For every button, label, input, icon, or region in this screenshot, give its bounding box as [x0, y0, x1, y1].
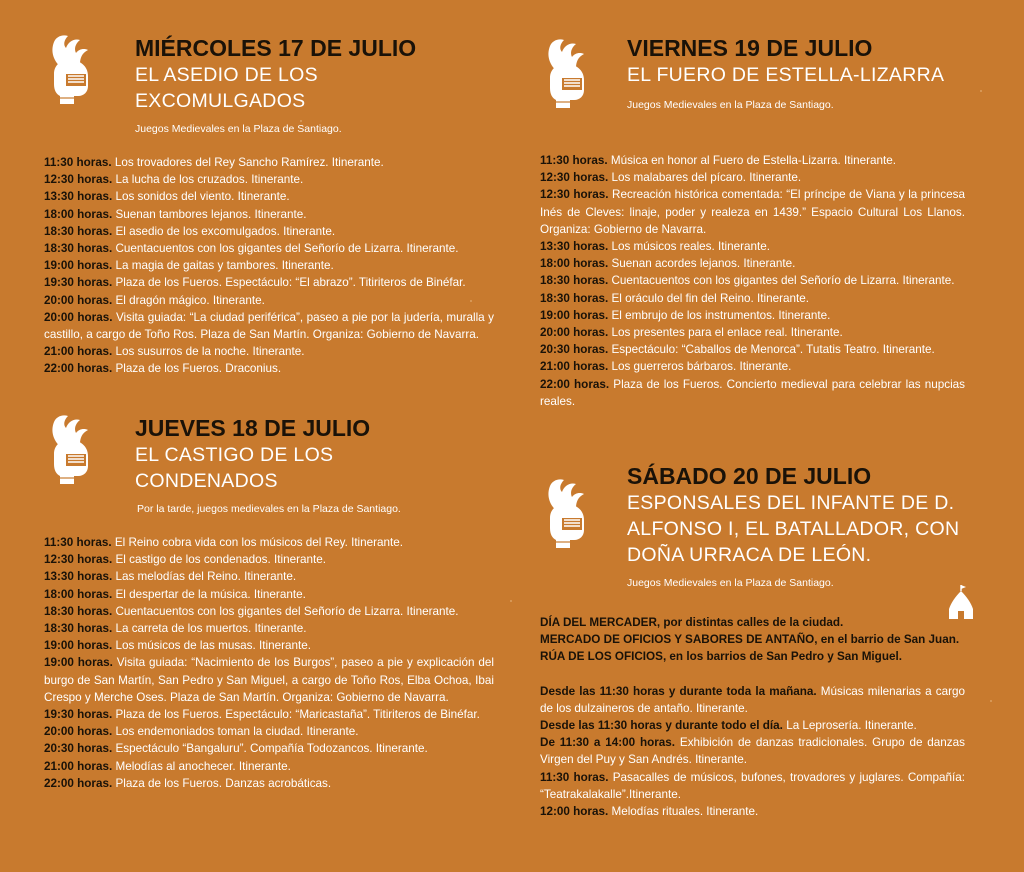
day-location: Juegos Medievales en la Plaza de Santiago. — [135, 123, 342, 135]
schedule-item — [44, 620, 494, 637]
item-desc: Cuentacuentos con los gigantes del Señorío de Lizarra. Itinerante. — [115, 242, 459, 256]
item-desc: El embrujo de los instrumentos. Itinerante. — [611, 308, 831, 322]
item-desc: La carreta de los muertos. Itinerante. — [115, 622, 307, 636]
item-time: 19:00 horas. — [44, 259, 113, 273]
schedule-item — [44, 343, 494, 360]
item-time: 12:30 horas. — [540, 188, 609, 202]
day-subtitle-line: EL CASTIGO DE LOS — [135, 444, 334, 466]
item-time: 19:00 horas. — [44, 656, 113, 670]
schedule-item — [540, 307, 965, 324]
schedule-item — [44, 240, 494, 257]
day-title: VIERNES 19 DE JULIO — [627, 35, 873, 61]
schedule-item — [44, 654, 494, 706]
schedule-item — [540, 152, 965, 169]
item-desc: Suenan acordes lejanos. Itinerante. — [611, 257, 796, 271]
market-line: DÍA DEL MERCADER, por distintas calles de la ciudad. — [540, 616, 844, 629]
day-title: MIÉRCOLES 17 DE JULIO — [135, 35, 417, 61]
schedule-item — [540, 186, 965, 238]
item-time: 11:30 horas. — [44, 536, 112, 549]
item-desc: Cuentacuentos con los gigantes del Señorío de Lizarra. Itinerante. — [611, 274, 955, 288]
item-desc: Pasacalles de músicos, bufones, trovadores y juglares. Compañía: “Teatrakalakalle”.Itinerante. — [540, 770, 966, 801]
day-title: SÁBADO 20 DE JULIO — [627, 463, 872, 489]
schedule-item — [44, 706, 494, 723]
item-desc: Los susurros de la noche. Itinerante. — [115, 345, 305, 359]
day-subtitle-line: EL FUERO DE ESTELLA-LIZARRA — [627, 64, 945, 86]
item-time: 22:00 horas. — [44, 362, 113, 376]
item-time: 12:00 horas. — [540, 805, 609, 819]
schedule-item — [44, 292, 494, 309]
item-desc: Visita guiada: “Nacimiento de los Burgos”, paseo a pie y explicación del burgo de San Martín, San Pedro y San Miguel, a cargo de Toño Ros, Elba Ochoa, Ibai Crespo y Merche Oses. Plaza de San Martín. Organiza: Gobierno de Navarra. — [44, 656, 495, 704]
schedule-item — [540, 717, 965, 734]
item-desc: Plaza de los Fueros. Draconius. — [115, 362, 282, 376]
item-desc: Plaza de los Fueros. Danzas acrobáticas. — [115, 776, 332, 790]
item-time: 18:30 horas. — [540, 274, 609, 288]
item-time: Desde las 11:30 horas y durante toda la mañana. — [540, 684, 817, 698]
schedule-item — [44, 568, 494, 585]
schedule-item — [44, 603, 494, 620]
market-line: MERCADO DE OFICIOS Y SABORES DE ANTAÑO, en el barrio de San Juan. — [540, 633, 960, 647]
schedule-item — [540, 769, 965, 803]
schedule-item — [44, 360, 494, 377]
schedule-item — [540, 683, 965, 717]
decorative-speck — [980, 90, 982, 92]
item-desc: Plaza de los Fueros. Espectáculo: “El abrazo”. Titiriteros de Binéfar. — [115, 276, 466, 290]
item-time: 11:30 horas. — [540, 770, 609, 784]
item-desc: Exhibición de danzas tradicionales. Grupo de danzas Virgen del Puy y San Andrés. Itinerante. — [540, 736, 965, 767]
schedule-item — [44, 551, 494, 568]
item-time: De 11:30 a 14:00 horas. — [540, 736, 676, 750]
item-desc: El asedio de los excomulgados. Itinerante. — [115, 224, 336, 238]
item-desc: Espectáculo: “Caballos de Menorca”. Tutatis Teatro. Itinerante. — [611, 343, 935, 357]
item-time: 19:30 horas. — [44, 276, 113, 290]
schedule-wednesday — [44, 154, 494, 378]
item-desc: La magia de gaitas y tambores. Itinerante. — [115, 259, 334, 273]
knight-helmet-icon — [540, 38, 584, 110]
schedule-friday — [540, 152, 965, 410]
item-time: 18:30 horas. — [540, 291, 609, 305]
schedule-item — [44, 206, 494, 223]
item-desc: El dragón mágico. Itinerante. — [115, 293, 265, 307]
item-desc: El castigo de los condenados. Itinerante. — [115, 553, 326, 567]
item-desc: Plaza de los Fueros. Espectáculo: “Maricastaña”. Titiriteros de Binéfar. — [115, 708, 480, 722]
decorative-speck — [990, 700, 992, 702]
item-time: 18:00 horas. — [44, 587, 113, 601]
schedule-item — [540, 169, 965, 186]
item-time: 11:30 horas. — [44, 156, 112, 169]
item-desc: Suenan tambores lejanos. Itinerante. — [115, 207, 307, 221]
item-desc: Melodías rituales. Itinerante. — [611, 805, 759, 819]
decorative-speck — [470, 300, 472, 302]
schedule-item — [44, 775, 494, 792]
schedule-item — [44, 171, 494, 188]
day-location: Juegos Medievales en la Plaza de Santiago. — [627, 99, 834, 111]
item-desc: Los músicos reales. Itinerante. — [611, 240, 770, 254]
item-desc: Los malabares del pícaro. Itinerante. — [611, 171, 802, 185]
item-desc: Los presentes para el enlace real. Itinerante. — [611, 326, 843, 340]
schedule-saturday — [540, 614, 965, 820]
schedule-thursday — [44, 534, 494, 792]
schedule-item — [540, 734, 965, 768]
tent-icon — [947, 583, 975, 621]
item-desc: Los endemoniados toman la ciudad. Itinerante. — [115, 725, 359, 739]
schedule-item — [540, 341, 965, 358]
decorative-speck — [510, 600, 512, 602]
item-time: 20:30 horas. — [540, 343, 609, 357]
item-time: 11:30 horas. — [540, 154, 608, 167]
item-desc: Plaza de los Fueros. Concierto medieval para celebrar las nupcias reales. — [540, 377, 966, 408]
item-desc: Las melodías del Reino. Itinerante. — [115, 570, 297, 584]
item-desc: Visita guiada: “La ciudad periférica”, paseo a pie por la judería, muralla y castillo, a cargo de Toño Ros. Plaza de San Martín. Organiza: Gobierno de Navarra. — [44, 310, 495, 342]
schedule-item — [540, 803, 965, 820]
item-time: 20:00 horas. — [44, 725, 113, 739]
item-time: 19:00 horas. — [44, 639, 113, 653]
item-desc: Melodías al anochecer. Itinerante. — [115, 759, 291, 773]
item-time: 21:00 horas. — [44, 345, 113, 359]
item-desc: Músicas milenarias a cargo de los dulzaineros de antaño. Itinerante. — [540, 684, 966, 715]
item-time: 20:00 horas. — [44, 293, 113, 307]
item-desc: Música en honor al Fuero de Estella-Lizarra. Itinerante. — [610, 154, 897, 167]
schedule-item — [44, 723, 494, 740]
schedule-item — [44, 740, 494, 757]
item-time: 18:30 horas. — [44, 604, 113, 618]
day-subtitle-line: ALFONSO I, EL BATALLADOR, CON — [627, 518, 960, 540]
schedule-item — [44, 637, 494, 654]
day-title: JUEVES 18 DE JULIO — [135, 415, 371, 441]
schedule-item — [44, 154, 494, 171]
item-time: 18:00 horas. — [44, 207, 113, 221]
knight-helmet-icon — [540, 478, 584, 550]
day-subtitle-line: DOÑA URRACA DE LEÓN. — [627, 544, 872, 566]
item-time: 19:00 horas. — [540, 308, 609, 322]
schedule-item — [540, 255, 965, 272]
item-time: 13:30 horas. — [44, 190, 113, 204]
schedule-item — [44, 223, 494, 240]
day-location: Por la tarde, juegos medievales en la Plaza de Santiago. — [137, 503, 401, 515]
schedule-item — [44, 188, 494, 205]
item-time: 18:00 horas. — [540, 257, 609, 271]
item-time: 13:30 horas. — [540, 240, 609, 254]
market-line: RÚA DE LOS OFICIOS, en los barrios de San Pedro y San Miguel. — [540, 650, 902, 664]
item-time: 12:30 horas. — [44, 173, 113, 187]
item-time: 18:30 horas. — [44, 622, 113, 636]
item-time: 22:00 horas. — [540, 377, 610, 391]
item-desc: La lucha de los cruzados. Itinerante. — [115, 173, 304, 187]
item-time: 12:30 horas. — [540, 171, 609, 185]
day-subtitle-line: EXCOMULGADOS — [135, 90, 306, 112]
schedule-item — [44, 257, 494, 274]
schedule-item — [540, 324, 965, 341]
schedule-item — [540, 376, 965, 410]
knight-helmet-icon — [44, 34, 88, 106]
item-time: 20:30 horas. — [44, 742, 113, 756]
item-desc: La Leprosería. Itinerante. — [786, 719, 917, 733]
decorative-speck — [300, 120, 302, 122]
item-desc: Los trovadores del Rey Sancho Ramírez. Itinerante. — [114, 156, 384, 169]
day-subtitle-line: CONDENADOS — [135, 470, 278, 492]
item-desc: Los guerreros bárbaros. Itinerante. — [611, 360, 792, 374]
schedule-item — [44, 309, 494, 343]
day-subtitle-line: ESPONSALES DEL INFANTE DE D. — [627, 492, 955, 514]
item-time: 18:30 horas. — [44, 242, 113, 256]
item-time: 21:00 horas. — [44, 759, 113, 773]
item-time: 20:00 horas. — [44, 310, 113, 324]
item-desc: El oráculo del fin del Reino. Itinerante. — [611, 291, 809, 305]
item-desc: Cuentacuentos con los gigantes del Señorío de Lizarra. Itinerante. — [115, 604, 459, 618]
item-desc: Los sonidos del viento. Itinerante. — [115, 190, 290, 204]
schedule-item — [44, 586, 494, 603]
schedule-item — [540, 272, 965, 289]
item-desc: Recreación histórica comentada: “El príncipe de Viana y la princesa Inés de Cleves: linaje, poder y realeza en 1439.” Espacio Cultural Los Llanos. Organiza: Gobierno de Navarra. — [540, 188, 965, 236]
schedule-item — [540, 290, 965, 307]
schedule-item — [540, 358, 965, 375]
item-time: 20:00 horas. — [540, 326, 609, 340]
item-time: 13:30 horas. — [44, 570, 113, 584]
schedule-item — [44, 758, 494, 775]
knight-helmet-icon — [44, 414, 88, 486]
item-desc: Los músicos de las musas. Itinerante. — [115, 639, 312, 653]
schedule-item — [540, 238, 965, 255]
item-time: 19:30 horas. — [44, 708, 113, 722]
item-desc: El Reino cobra vida con los músicos del Rey. Itinerante. — [114, 536, 404, 549]
item-desc: Espectáculo “Bangaluru”. Compañía Todozancos. Itinerante. — [115, 742, 428, 756]
item-time: 21:00 horas. — [540, 360, 609, 374]
item-time: 18:30 horas. — [44, 224, 113, 238]
item-desc: El despertar de la música. Itinerante. — [115, 587, 306, 601]
item-time: 12:30 horas. — [44, 553, 113, 567]
item-time: 22:00 horas. — [44, 776, 113, 790]
item-time: Desde las 11:30 horas y durante todo el día. — [540, 719, 783, 733]
day-location: Juegos Medievales en la Plaza de Santiago. — [627, 577, 834, 589]
schedule-item — [44, 274, 494, 291]
day-subtitle-line: EL ASEDIO DE LOS — [135, 64, 318, 86]
schedule-item — [44, 534, 494, 551]
